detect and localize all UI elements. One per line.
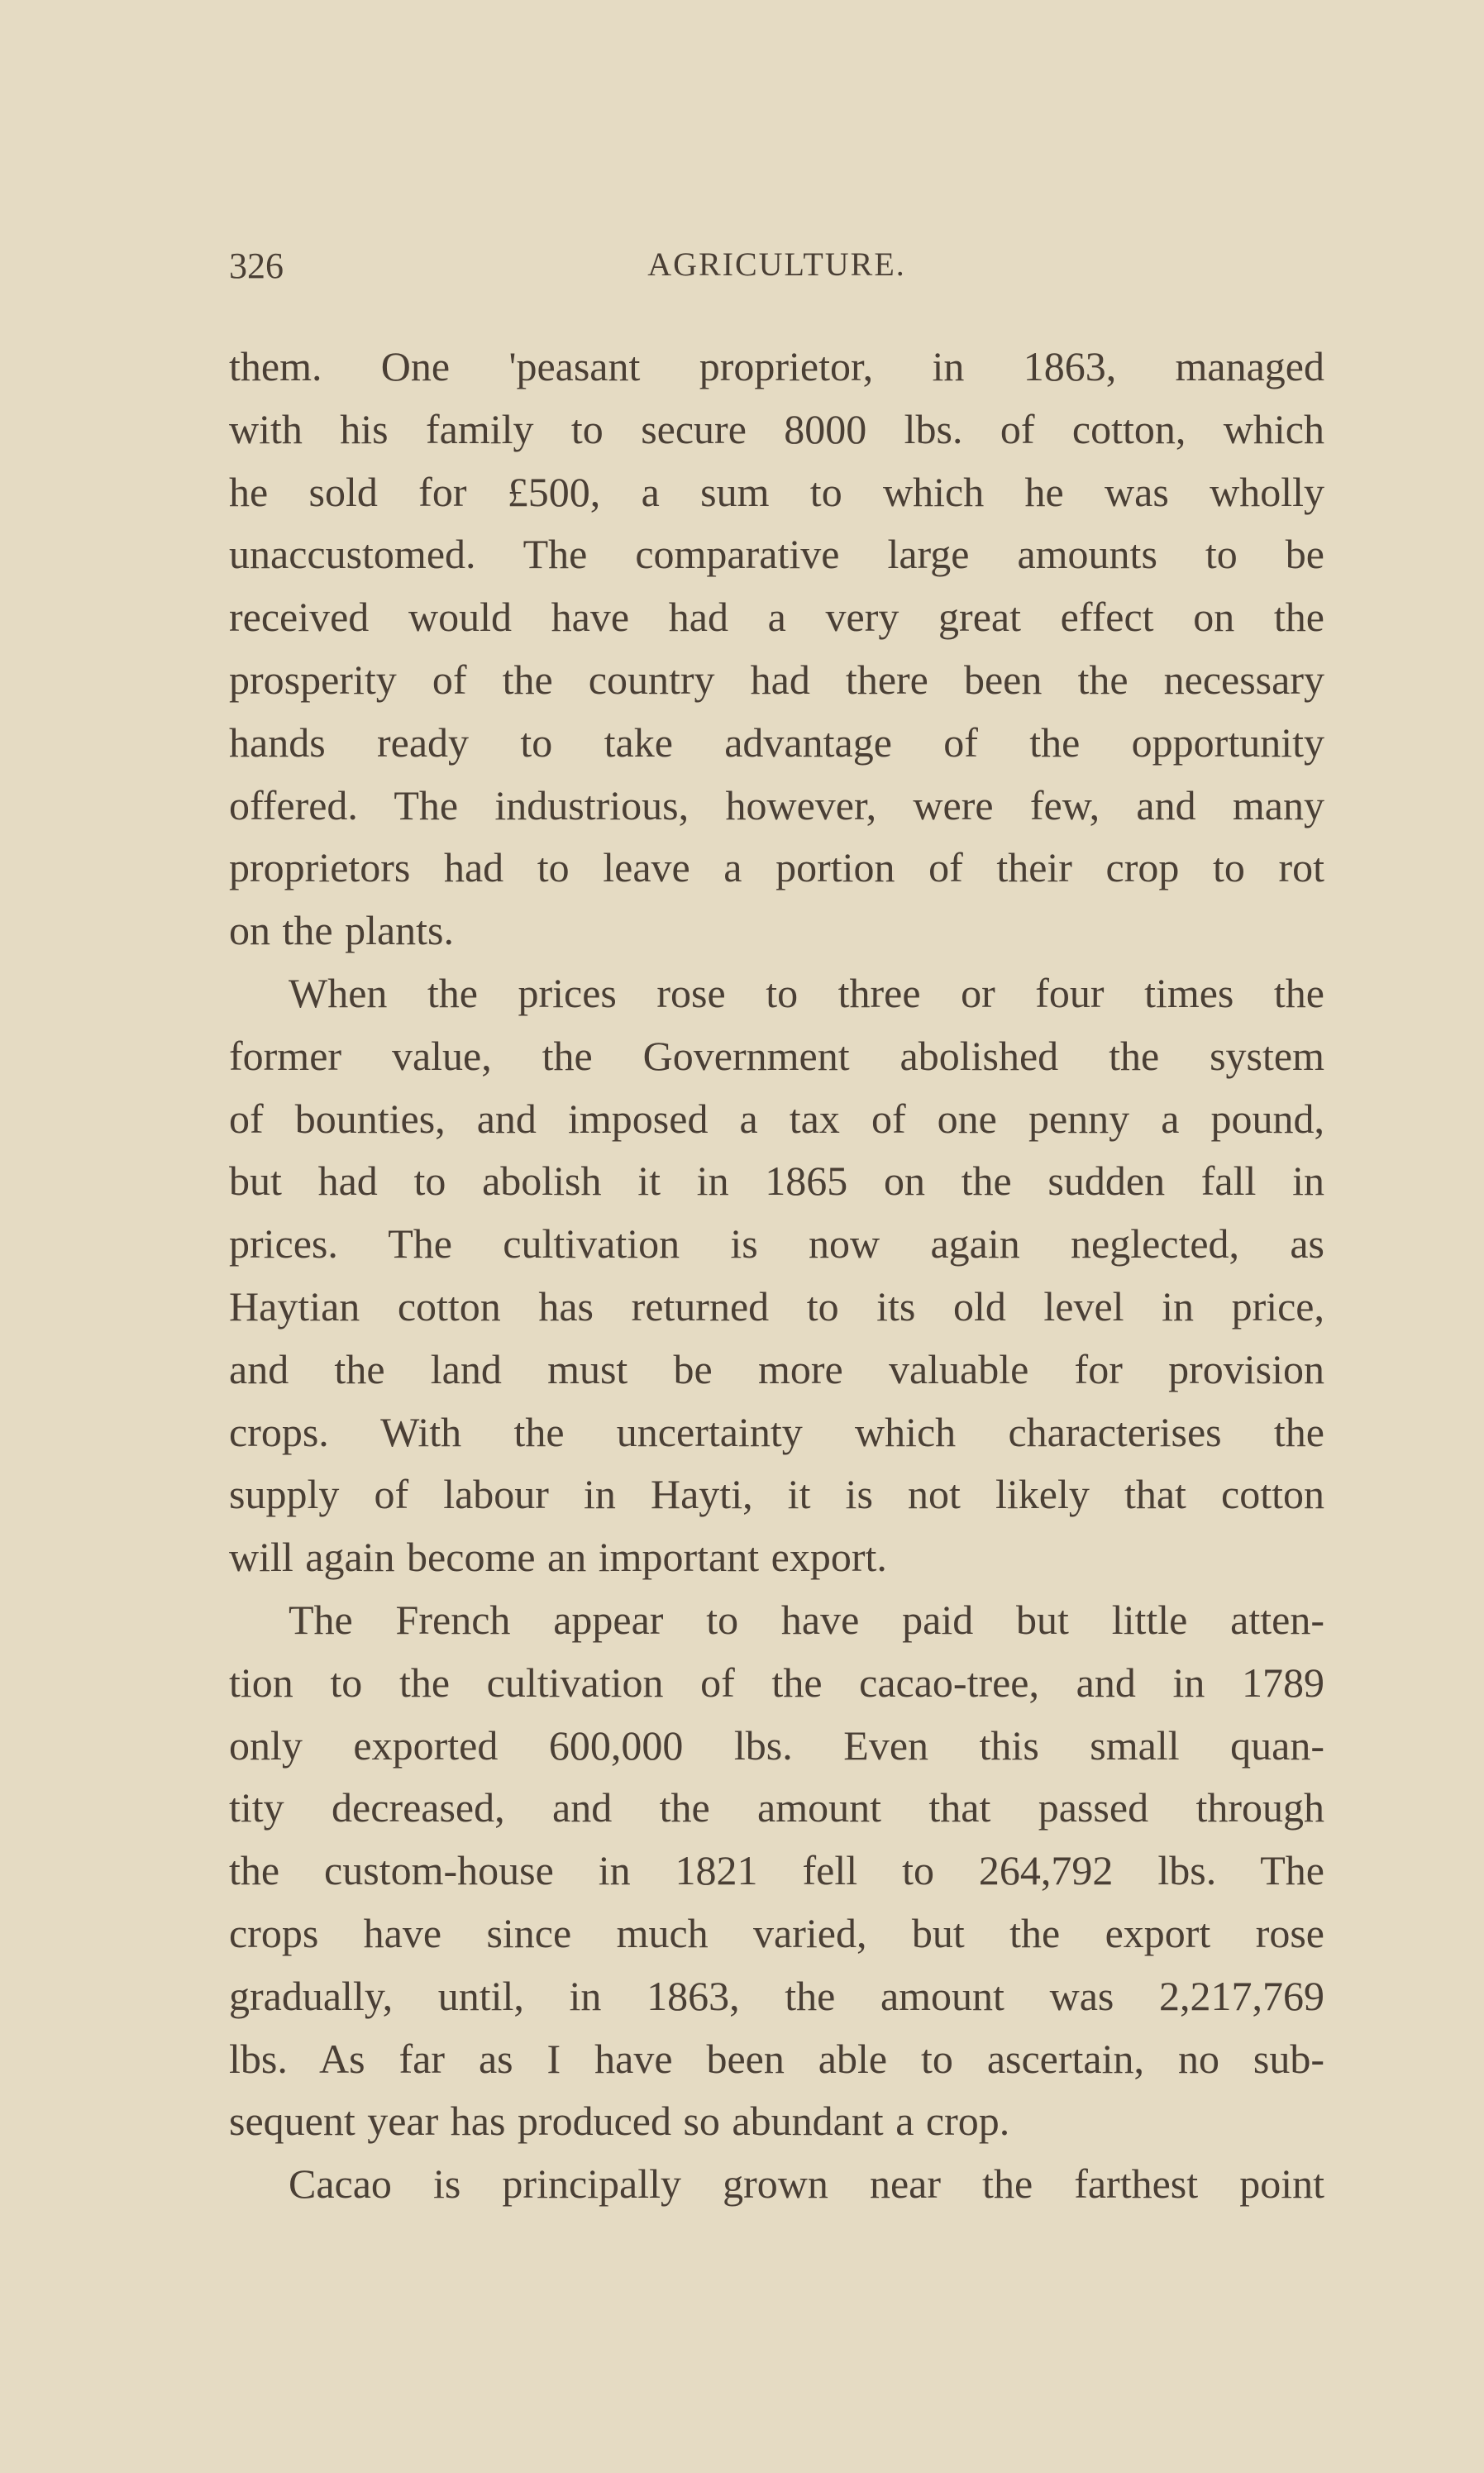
page-number: 326 bbox=[229, 246, 284, 286]
text-line: and the land must be more valuable for provision bbox=[229, 1345, 1324, 1392]
text-line: The French appear to have paid but little atten- bbox=[289, 1596, 1324, 1643]
text-line: proprietors had to leave a portion of their crop to rot bbox=[229, 844, 1324, 891]
text-line: lbs. As far as I have been able to ascertain, no sub- bbox=[229, 2035, 1324, 2082]
running-head: AGRICULTURE. bbox=[647, 246, 906, 283]
text-line: of bounties, and imposed a tax of one penny a pound, bbox=[229, 1095, 1324, 1142]
text-line: the custom-house in 1821 fell to 264,792 lbs. The bbox=[229, 1847, 1324, 1894]
body-text bbox=[229, 336, 1324, 2216]
text-line: supply of labour in Hayti, it is not likely that cotton bbox=[229, 1471, 1324, 1518]
text-line: offered. The industrious, however, were few, and many bbox=[229, 781, 1324, 828]
text-line: Cacao is principally grown near the farthest point bbox=[289, 2160, 1324, 2208]
text-line: Haytian cotton has returned to its old level in price, bbox=[229, 1282, 1324, 1330]
text-line: them. One 'peasant proprietor, in 1863, managed bbox=[229, 343, 1324, 389]
page-header bbox=[229, 245, 1324, 294]
text-line: gradually, until, in 1863, the amount was 2,217,769 bbox=[229, 1972, 1324, 2019]
text-line: sequent year has produced so abundant a crop. bbox=[229, 2098, 1010, 2145]
text-line: he sold for £500, a sum to which he was wholly bbox=[229, 468, 1324, 515]
text-line: but had to abolish it in 1865 on the sudden fall in bbox=[229, 1158, 1324, 1205]
text-line: tity decreased, and the amount that passed through bbox=[229, 1784, 1324, 1831]
text-line: with his family to secure 8000 lbs. of cotton, which bbox=[229, 405, 1324, 452]
text-line: on the plants. bbox=[229, 907, 455, 954]
text-line: hands ready to take advantage of the opportunity bbox=[229, 719, 1324, 766]
text-line: will again become an important export. bbox=[229, 1534, 887, 1581]
text-line: crops have since much varied, but the export rose bbox=[229, 1909, 1324, 1956]
text-line: When the prices rose to three or four times the bbox=[289, 969, 1324, 1016]
text-line: prices. The cultivation is now again neglected, as bbox=[229, 1220, 1324, 1268]
text-line: only exported 600,000 lbs. Even this small quan- bbox=[229, 1721, 1324, 1769]
text-line: former value, the Government abolished the system bbox=[229, 1032, 1324, 1079]
text-line: unaccustomed. The comparative large amounts to be bbox=[229, 531, 1324, 578]
text-line: tion to the cultivation of the cacao-tree, and in 1789 bbox=[229, 1659, 1324, 1706]
text-line: prosperity of the country had there been the necessary bbox=[229, 656, 1324, 703]
text-line: received would have had a very great effect on the bbox=[229, 594, 1324, 641]
text-line: crops. With the uncertainty which characterises the bbox=[229, 1408, 1324, 1455]
